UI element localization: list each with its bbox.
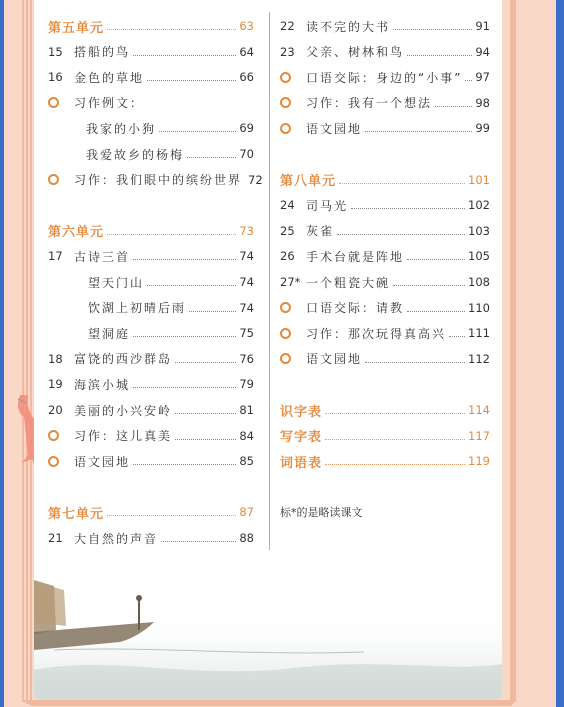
dot-leader — [339, 176, 465, 184]
dot-leader — [133, 457, 236, 465]
dot-leader — [133, 48, 236, 56]
dot-leader — [107, 22, 236, 30]
dot-leader — [325, 432, 465, 440]
entry-title: 司马光 — [306, 198, 349, 213]
toc-entry[interactable] — [280, 321, 490, 345]
page-number: 108 — [468, 275, 490, 289]
page-number: 105 — [468, 249, 490, 264]
unit-title: 第五单元 — [48, 20, 105, 36]
page-number: 110 — [468, 300, 490, 315]
entry-title: 手术台就是阵地 — [306, 249, 405, 264]
toc-entry[interactable] — [280, 116, 490, 140]
entry-title: 搭船的鸟 — [74, 45, 131, 60]
dot-leader — [133, 329, 236, 337]
toc-entry[interactable] — [280, 14, 490, 38]
dot-leader — [147, 73, 236, 81]
toc-entry[interactable] — [48, 424, 254, 448]
unit-title: 识字表 — [280, 404, 323, 420]
entry-title: 大自然的声音 — [74, 531, 159, 546]
lesson-number: 17 — [48, 249, 63, 264]
page-number: 119 — [468, 454, 490, 469]
unit-title: 第六单元 — [48, 225, 105, 241]
page-number: 84 — [239, 428, 254, 443]
lesson-number: 16 — [48, 70, 63, 85]
page-number: 117 — [468, 428, 490, 443]
toc-entry[interactable] — [280, 91, 490, 115]
boat-scene-illustration — [34, 560, 502, 700]
dot-leader — [407, 48, 472, 56]
page-number: 74 — [239, 275, 254, 289]
entry-title: 口语交际：身边的“小事” — [306, 70, 463, 85]
toc-entry[interactable] — [48, 526, 254, 550]
lesson-number: 24 — [280, 198, 295, 213]
toc-entry[interactable] — [48, 40, 254, 64]
dot-leader — [325, 457, 465, 465]
dot-leader — [365, 124, 472, 132]
toc-entry[interactable] — [280, 219, 490, 243]
entry-title: 语文园地 — [74, 454, 131, 469]
toc-entry[interactable] — [48, 449, 254, 473]
entry-title: 语文园地 — [306, 121, 363, 136]
entry-title: 习作例文： — [74, 96, 145, 111]
page-number: 79 — [239, 377, 254, 392]
dot-leader — [351, 201, 465, 209]
toc-entry[interactable] — [280, 449, 490, 473]
dot-leader — [133, 252, 236, 260]
page-number: 63 — [239, 19, 254, 33]
toc-entry[interactable] — [280, 347, 490, 371]
toc-entry[interactable] — [48, 91, 254, 115]
toc-entry[interactable] — [280, 424, 490, 448]
toc-entry[interactable] — [280, 270, 490, 294]
entry-title: 饮湖上初晴后雨 — [88, 301, 187, 316]
entry-title: 习作：我们眼中的缤纷世界 — [74, 173, 243, 188]
lesson-number: 25 — [280, 223, 295, 238]
circle-bullet-icon — [48, 430, 74, 441]
page-number: 103 — [468, 223, 490, 238]
page-number: 75 — [239, 326, 254, 341]
toc-entry[interactable] — [48, 219, 254, 243]
dot-leader — [465, 73, 472, 81]
unit-title: 词语表 — [280, 455, 323, 471]
page-number: 94 — [475, 44, 490, 59]
dot-leader — [187, 150, 236, 158]
lesson-number: 23 — [280, 44, 295, 59]
dot-leader — [407, 304, 465, 312]
column-divider — [269, 12, 270, 550]
toc-entry[interactable] — [48, 244, 254, 268]
entry-title: 古诗三首 — [74, 249, 131, 264]
entry-title: 美丽的小兴安岭 — [74, 403, 173, 418]
dot-leader — [175, 355, 236, 363]
entry-title: 习作：这儿真美 — [74, 429, 173, 444]
lesson-number: 21 — [48, 531, 63, 545]
page-number: 97 — [475, 70, 490, 85]
footnote: 标*的是略读课文 — [280, 506, 363, 519]
page-number: 87 — [239, 505, 254, 520]
entry-title: 望天门山 — [88, 275, 145, 290]
page-number: 88 — [239, 531, 254, 545]
lesson-number: 22 — [280, 19, 295, 33]
dot-leader — [365, 355, 465, 363]
entry-title: 我家的小狗 — [86, 121, 157, 136]
toc-entry[interactable] — [48, 296, 254, 320]
toc-page — [34, 0, 502, 700]
dot-leader — [337, 227, 465, 235]
circle-bullet-icon — [280, 97, 306, 108]
dot-leader — [107, 227, 236, 235]
dot-leader — [175, 406, 236, 414]
toc-entry[interactable] — [280, 296, 490, 320]
entry-title: 习作：我有一个想法 — [306, 96, 433, 111]
page-number: 74 — [239, 249, 254, 264]
dot-leader — [449, 329, 465, 337]
page-number: 72 — [248, 172, 263, 187]
toc-entry[interactable] — [280, 193, 490, 217]
page-number: 99 — [475, 121, 490, 136]
page-number: 98 — [475, 95, 490, 110]
circle-bullet-icon — [280, 72, 306, 83]
page-number: 111 — [468, 326, 490, 341]
toc-entry[interactable] — [48, 65, 254, 89]
unit-title: 第七单元 — [48, 506, 105, 522]
page-number: 73 — [239, 223, 254, 238]
toc-entry[interactable] — [280, 244, 490, 268]
entry-title: 望洞庭 — [88, 326, 131, 341]
entry-title: 口语交际：请教 — [306, 301, 405, 316]
page-number: 85 — [239, 454, 254, 469]
page-number: 114 — [468, 403, 490, 417]
entry-title: 海滨小城 — [74, 377, 131, 392]
page-number: 69 — [239, 121, 254, 136]
lesson-number: 20 — [48, 403, 63, 417]
circle-bullet-icon — [280, 328, 306, 339]
dot-leader — [159, 124, 236, 132]
lesson-number: 18 — [48, 351, 63, 366]
page-number: 81 — [239, 403, 254, 417]
entry-title: 读不完的大书 — [306, 19, 391, 34]
page-number: 91 — [475, 19, 490, 33]
entry-title: 语文园地 — [306, 352, 363, 367]
dot-leader — [325, 406, 465, 414]
entry-title: 习作：那次玩得真高兴 — [306, 326, 447, 341]
circle-bullet-icon — [48, 456, 74, 467]
toc-entry[interactable] — [48, 116, 254, 140]
toc-entry[interactable] — [48, 168, 263, 192]
toc-entry[interactable] — [48, 142, 254, 166]
entry-title: 富饶的西沙群岛 — [74, 352, 173, 367]
page-number: 102 — [468, 198, 490, 213]
dot-leader — [161, 534, 236, 542]
toc-entry[interactable] — [280, 65, 490, 89]
toc-entry[interactable] — [48, 270, 254, 294]
page-number: 64 — [239, 44, 254, 59]
toc-entry[interactable] — [280, 398, 490, 422]
dot-leader — [393, 278, 465, 286]
entry-title: 灰雀 — [306, 224, 335, 239]
entry-title: 父亲、树林和鸟 — [306, 45, 405, 60]
toc-entry[interactable] — [48, 372, 254, 396]
page-number: 74 — [239, 300, 254, 315]
entry-title: 我爱故乡的杨梅 — [86, 147, 185, 162]
page-number: 70 — [239, 147, 254, 161]
dot-leader — [393, 22, 472, 30]
toc-entry[interactable] — [48, 14, 254, 38]
entry-title: 金色的草地 — [74, 70, 145, 85]
unit-title: 第八单元 — [280, 174, 337, 190]
dot-leader — [107, 508, 236, 516]
circle-bullet-icon — [280, 123, 306, 134]
dot-leader — [147, 278, 236, 286]
page-number: 101 — [468, 172, 490, 187]
circle-bullet-icon — [280, 302, 306, 313]
toc-entry[interactable] — [48, 398, 254, 422]
entry-title: 一个粗瓷大碗 — [306, 275, 391, 290]
lesson-number: 15 — [48, 44, 63, 59]
toc-entry[interactable] — [280, 168, 490, 192]
lesson-number: 26 — [280, 249, 295, 264]
circle-bullet-icon — [48, 97, 74, 108]
dot-leader — [133, 380, 236, 388]
circle-bullet-icon — [280, 353, 306, 364]
dot-leader — [189, 304, 236, 312]
page-number: 112 — [468, 351, 490, 366]
toc-entry[interactable] — [48, 321, 254, 345]
lesson-number: 19 — [48, 377, 63, 392]
toc-entry[interactable] — [48, 500, 254, 524]
page-number: 66 — [239, 70, 254, 85]
toc-entry[interactable] — [280, 40, 490, 64]
toc-entry[interactable] — [48, 347, 254, 371]
dot-leader — [175, 432, 236, 440]
unit-title: 写字表 — [280, 430, 323, 446]
page-number: 76 — [239, 351, 254, 366]
lesson-number: 27* — [280, 275, 301, 289]
dot-leader — [435, 99, 472, 107]
dot-leader — [407, 252, 465, 260]
circle-bullet-icon — [48, 174, 74, 185]
